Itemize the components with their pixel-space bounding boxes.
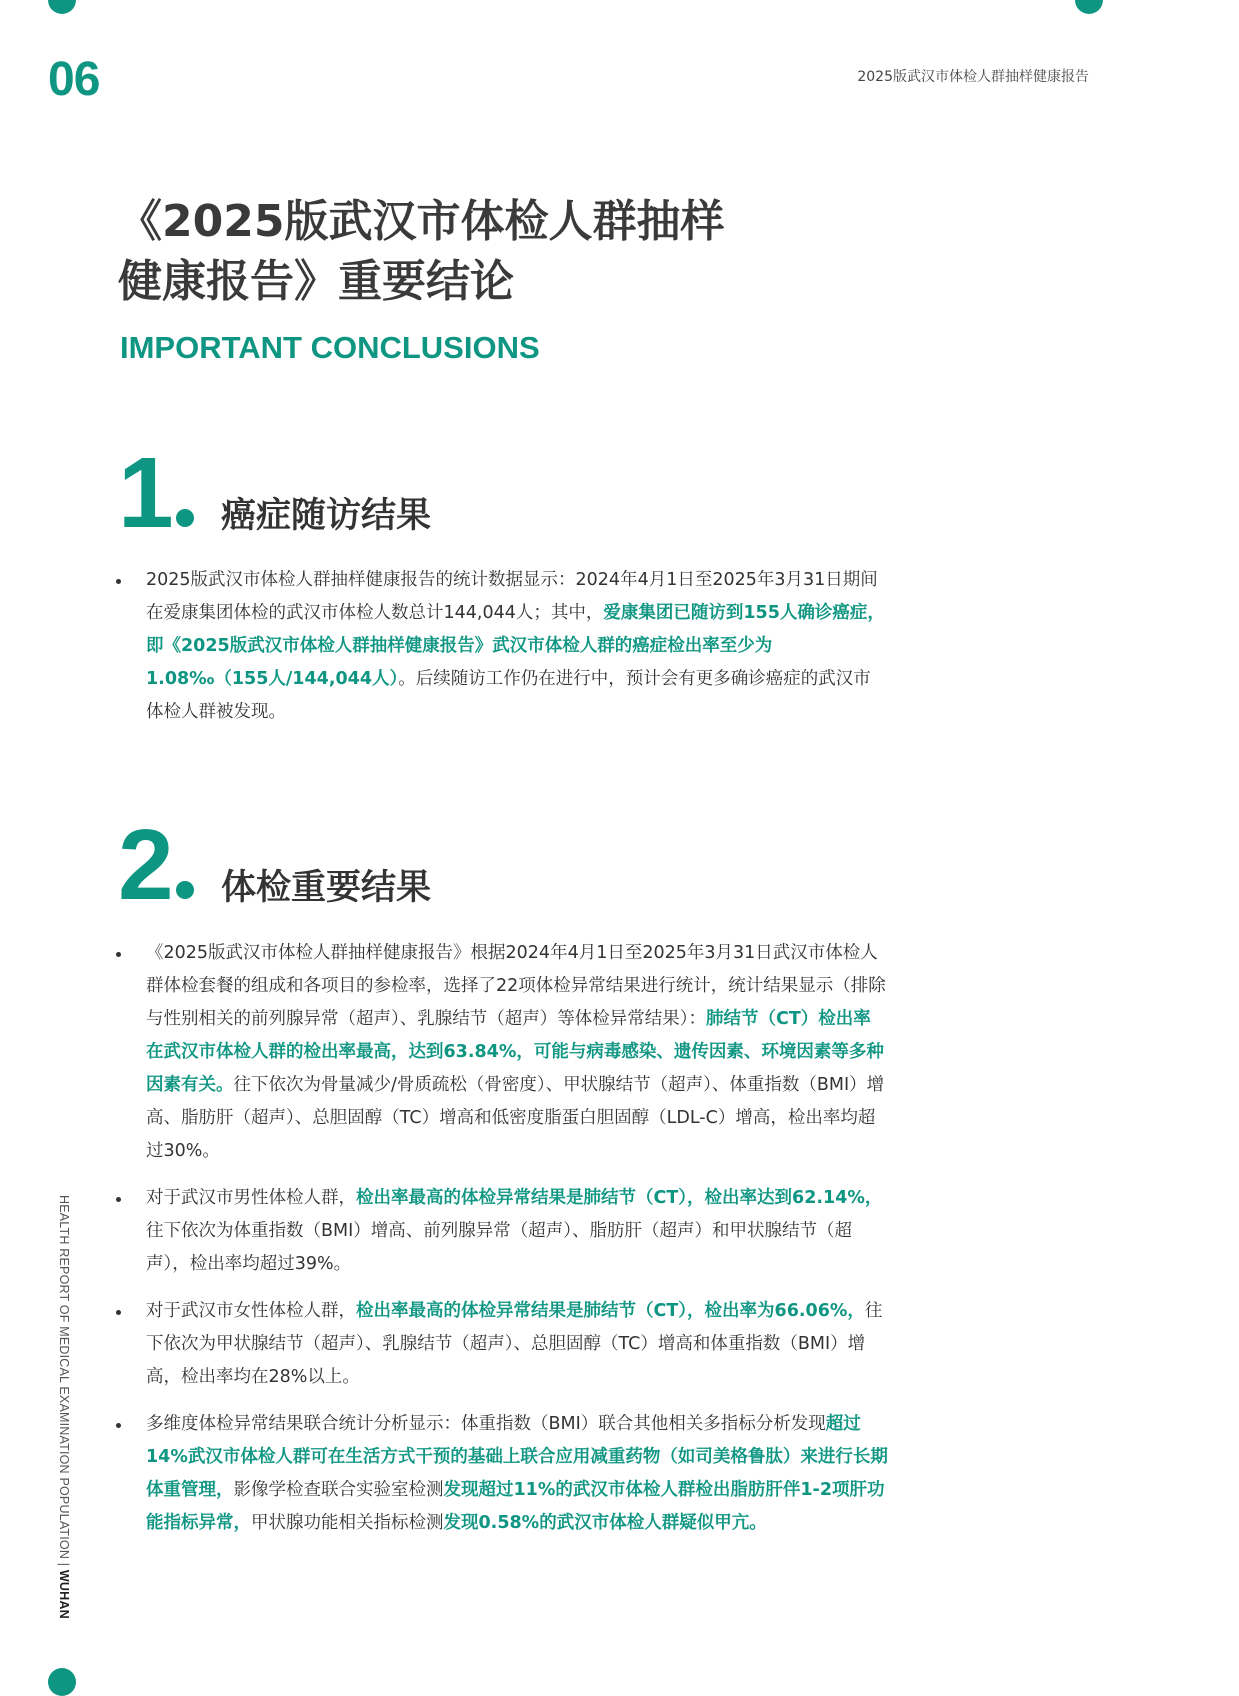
bullet-icon: [116, 1197, 121, 1202]
section-number-dot: [176, 509, 194, 527]
highlight-text: 检出率最高的体检异常结果是肺结节（CT），检出率达到62.14%，: [356, 1188, 883, 1208]
bullet-icon: [116, 1423, 121, 1428]
highlight-text: 发现0.58%的武汉市体检人群疑似甲亢。: [443, 1513, 767, 1533]
highlight-text: 肺结节（CT）检出率在武汉市体检人群的检出率最高，达到63.84%，可能与病毒感染、遗传因素、环境因素等多种因素有关。: [146, 1009, 884, 1095]
body-text: 往下依次为甲状腺结节（超声）、乳腺结节（超声）、总胆固醇（TC）增高和体重指数（BMI）增高，检出率均在28%以上。: [146, 1301, 883, 1387]
section-1-number: [118, 437, 194, 549]
section-1-bullet-list: [108, 564, 888, 743]
bullet-icon: [116, 952, 121, 957]
section-2-title: 体检重要结果: [221, 868, 432, 908]
body-text: 往下依次为体重指数（BMI）增高、前列腺异常（超声）、脂肪肝（超声）和甲状腺结节（超声），检出率均超过39%。: [146, 1221, 853, 1274]
section-2-bullet-list: [108, 937, 888, 1554]
body-text: 对于武汉市男性体检人群，: [146, 1188, 356, 1208]
english-subtitle: IMPORTANT CONCLUSIONS: [120, 330, 540, 365]
decorative-dot-top-left: [48, 0, 76, 14]
list-item: [108, 937, 888, 1168]
body-text: 往下依次为骨量减少/骨质疏松（骨密度）、甲状腺结节（超声）、体重指数（BMI）增高、脂肪肝（超声）、总胆固醇（TC）增高和低密度脂蛋白胆固醇（LDL-C）增高，检出率均超过30%。: [146, 1075, 885, 1161]
side-label-city: WUHAN: [57, 1569, 71, 1619]
body-text: 影像学检查联合实验室检测: [233, 1480, 444, 1500]
page-title-line-2: 健康报告》重要结论: [118, 256, 514, 307]
body-text: 多维度体检异常结果联合统计分析显示：体重指数（BMI）联合其他相关多指标分析发现: [146, 1414, 826, 1434]
section-1-number-text: 1: [118, 437, 174, 549]
side-label-text: HEALTH REPORT OF MEDICAL EXAMINATION POPULATION |: [57, 1195, 71, 1570]
section-1-title: 癌症随访结果: [221, 496, 432, 536]
body-text: 对于武汉市女性体检人群，: [146, 1301, 356, 1321]
list-item: [108, 564, 888, 729]
body-text: 。后续随访工作仍在进行中，预计会有更多确诊癌症的武汉市体检人群被发现。: [146, 669, 871, 722]
highlight-text: 发现超过11%的武汉市体检人群检出脂肪肝伴1-2项肝功能指标异常，: [146, 1480, 885, 1533]
highlight-text: 超过14%武汉市体检人群可在生活方式干预的基础上联合应用减重药物（如司美格鲁肽）来进行长期体重管理，: [146, 1414, 888, 1500]
body-text: 2025版武汉市体检人群抽样健康报告的统计数据显示：2024年4月1日至2025年3月31日期间在爱康集团体检的武汉市体检人数总计144,044人；其中，: [146, 570, 878, 623]
running-header: 2025版武汉市体检人群抽样健康报告: [857, 69, 1089, 85]
section-number-dot: [176, 881, 194, 899]
decorative-dot-top-right: [1075, 0, 1103, 14]
bullet-icon: [116, 579, 121, 584]
list-item: [108, 1182, 888, 1281]
body-text: 甲状腺功能相关指标检测: [251, 1513, 444, 1533]
page-number: 06: [48, 53, 100, 106]
list-item: [108, 1408, 888, 1540]
decorative-dot-bottom-left: [48, 1668, 76, 1696]
page-title-line-1: 《2025版武汉市体检人群抽样: [118, 196, 725, 247]
section-2-number-text: 2: [118, 809, 174, 921]
list-item: [108, 1295, 888, 1394]
section-2-number: [118, 809, 194, 921]
vertical-side-label: [57, 1195, 71, 1619]
bullet-icon: [116, 1310, 121, 1315]
highlight-text: 爱康集团已随访到155人确诊癌症，即《2025版武汉市体检人群抽样健康报告》武汉市体检人群的癌症检出率至少为1.08‰（155人/144,044人）: [146, 603, 885, 689]
page-title: [118, 192, 818, 312]
highlight-text: 检出率最高的体检异常结果是肺结节（CT），检出率为66.06%，: [356, 1301, 865, 1321]
body-text: 《2025版武汉市体检人群抽样健康报告》根据2024年4月1日至2025年3月31日武汉市体检人群体检套餐的组成和各项目的参检率，选择了22项体检异常结果进行统计，统计结果显示（排除与性别相关的前列腺异常（超声）、乳腺结节（超声）等体检异常结果）：: [146, 943, 886, 1029]
